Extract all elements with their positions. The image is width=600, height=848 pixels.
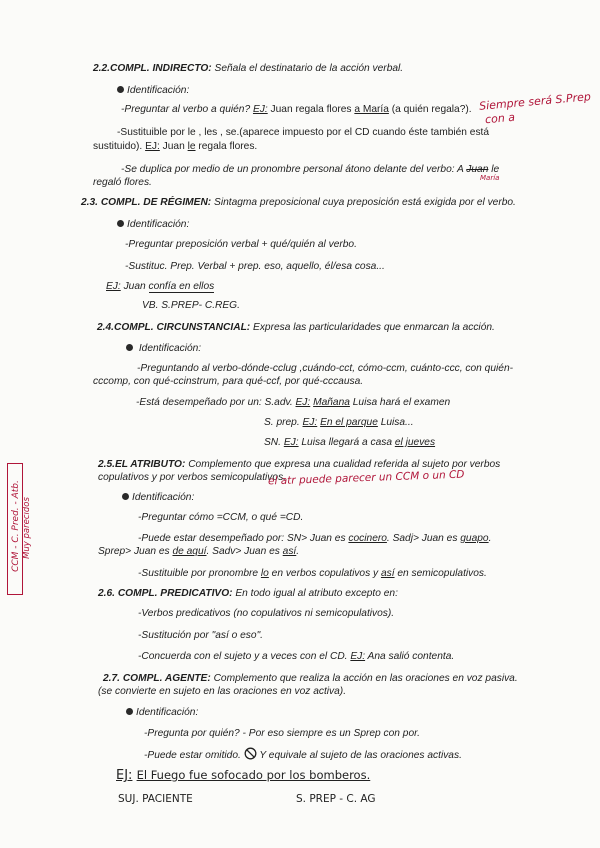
heading-atributo: 2.5.EL ATRIBUTO: Complemento que expresa una cualidad referida al sujeto por verbos [98, 459, 501, 470]
heading-regimen: 2.3. COMPL. DE RÉGIMEN: Sintagma preposicional cuya preposición está exigida por el verbo. [81, 197, 516, 208]
line-circ-1: -Preguntando al verbo-dónde-cclug ,cuándo-cct, cómo-ccm, cuánto-ccc, con quién- [137, 363, 513, 374]
bullet-icon [117, 220, 124, 227]
hand-sprep-cag: S. PREP - C. AG [296, 793, 376, 805]
line-circ-4: S. prep. EJ: En el parque Luisa... [264, 417, 414, 428]
bullet-icon [126, 708, 133, 715]
line-agente-1: -Pregunta por quién? - Por eso siempre es un Sprep con por. [144, 728, 420, 739]
line-regimen-1: -Preguntar preposición verbal + qué/quién al verbo. [125, 239, 357, 250]
line-regimen-ej: EJ: Juan confía en ellos [106, 281, 215, 292]
prohibited-icon [244, 747, 257, 760]
hand-ej-line: EJ: El Fuego fue sofocado por los bomberos. [116, 768, 371, 783]
line-indirecto-sust2: sustituido). EJ: Juan le regala flores. [93, 141, 258, 152]
line-pred-3: -Concuerda con el sujeto y a veces con el CD. EJ: Ana salió contenta. [138, 651, 455, 662]
line-circ-2: cccomp, con qué-ccinstrum, para qué-ccf, por qué-cccausa. [93, 376, 364, 387]
bullet-icon [117, 86, 124, 93]
line-atrib-3: Sprep> Juan es de aquí. Sadv> Juan es así. [98, 546, 300, 557]
line-indirecto-dup2: regaló flores. [93, 177, 152, 188]
line-atrib-1: -Preguntar cómo =CCM, o qué =CD. [138, 512, 304, 523]
line-regimen-2: -Sustituc. Prep. Verbal + prep. eso, aquello, él/esa cosa... [125, 261, 385, 272]
ident-agente: Identificación: [126, 706, 198, 719]
line-agente-def2: (se convierte en sujeto en las oraciones en voz activa). [98, 686, 347, 697]
note-maria: María [480, 174, 500, 182]
line-regimen-analysis: VB. S.PREP- C.REG. [142, 300, 240, 311]
ident-circunstancial: Identificación: [126, 342, 201, 355]
ident-regimen: Identificación: [117, 218, 189, 231]
line-pred-1: -Verbos predicativos (no copulativos ni semicopulativos). [138, 608, 395, 619]
line-indirecto-dup1: -Se duplica por medio de un pronombre personal átono delante del verbo: A Juan le [121, 164, 500, 175]
line-atrib-4: -Sustituible por pronombre lo en verbos copulativos y así en semicopulativos. [138, 568, 487, 579]
heading-circunstancial: 2.4.COMPL. CIRCUNSTANCIAL: Expresa las particularidades que enmarcan la acción. [97, 322, 495, 333]
line-atributo-def2: copulativos y por verbos semicopulativos. [98, 472, 286, 483]
line-circ-5: SN. EJ: Luisa llegará a casa el jueves [264, 437, 436, 448]
ident-indirecto: Identificación: [117, 84, 189, 97]
bullet-icon [122, 493, 129, 500]
ident-atributo: Identificación: [122, 491, 194, 504]
heading-predicativo: 2.6. COMPL. PREDICATIVO: En todo igual al atributo excepto en: [98, 588, 398, 599]
note-siempre-sprep: Siempre será S.Prep [478, 90, 592, 113]
line-circ-3: -Está desempeñado por un: S.adv. EJ: Mañana Luisa hará el examen [136, 397, 451, 408]
note-con-a: con a [484, 110, 516, 127]
line-pred-2: -Sustitución por "así o eso". [138, 630, 264, 641]
line-atrib-2: -Puede estar desempeñado por: SN> Juan es cocinero. Sadj> Juan es guapo. [138, 533, 492, 544]
margin-note-parecidos: Muy parecidos [22, 497, 32, 559]
note-atributo: el atr puede parecer un CCM o un CD [267, 468, 465, 488]
heading-agente: 2.7. COMPL. AGENTE: Complemento que realiza la acción en las oraciones en voz pasiva. [103, 673, 518, 684]
bullet-icon [126, 344, 133, 351]
hand-suj-paciente: SUJ. PACIENTE [118, 793, 193, 805]
line-indirecto-pregunta: -Preguntar al verbo a quién? EJ: Juan regala flores a María (a quién regala?). [121, 104, 472, 115]
margin-note-ccm: CCM - C. Pred. - Atb. [11, 480, 21, 572]
line-indirecto-sust1: -Sustituible por le , les , se.(aparece impuesto por el CD cuando éste también está [117, 127, 490, 138]
heading-indirecto: 2.2.COMPL. INDIRECTO: Señala el destinatario de la acción verbal. [93, 63, 404, 74]
line-agente-2: -Puede estar omitido. Y equivale al sujeto de las oraciones activas. [144, 747, 462, 762]
